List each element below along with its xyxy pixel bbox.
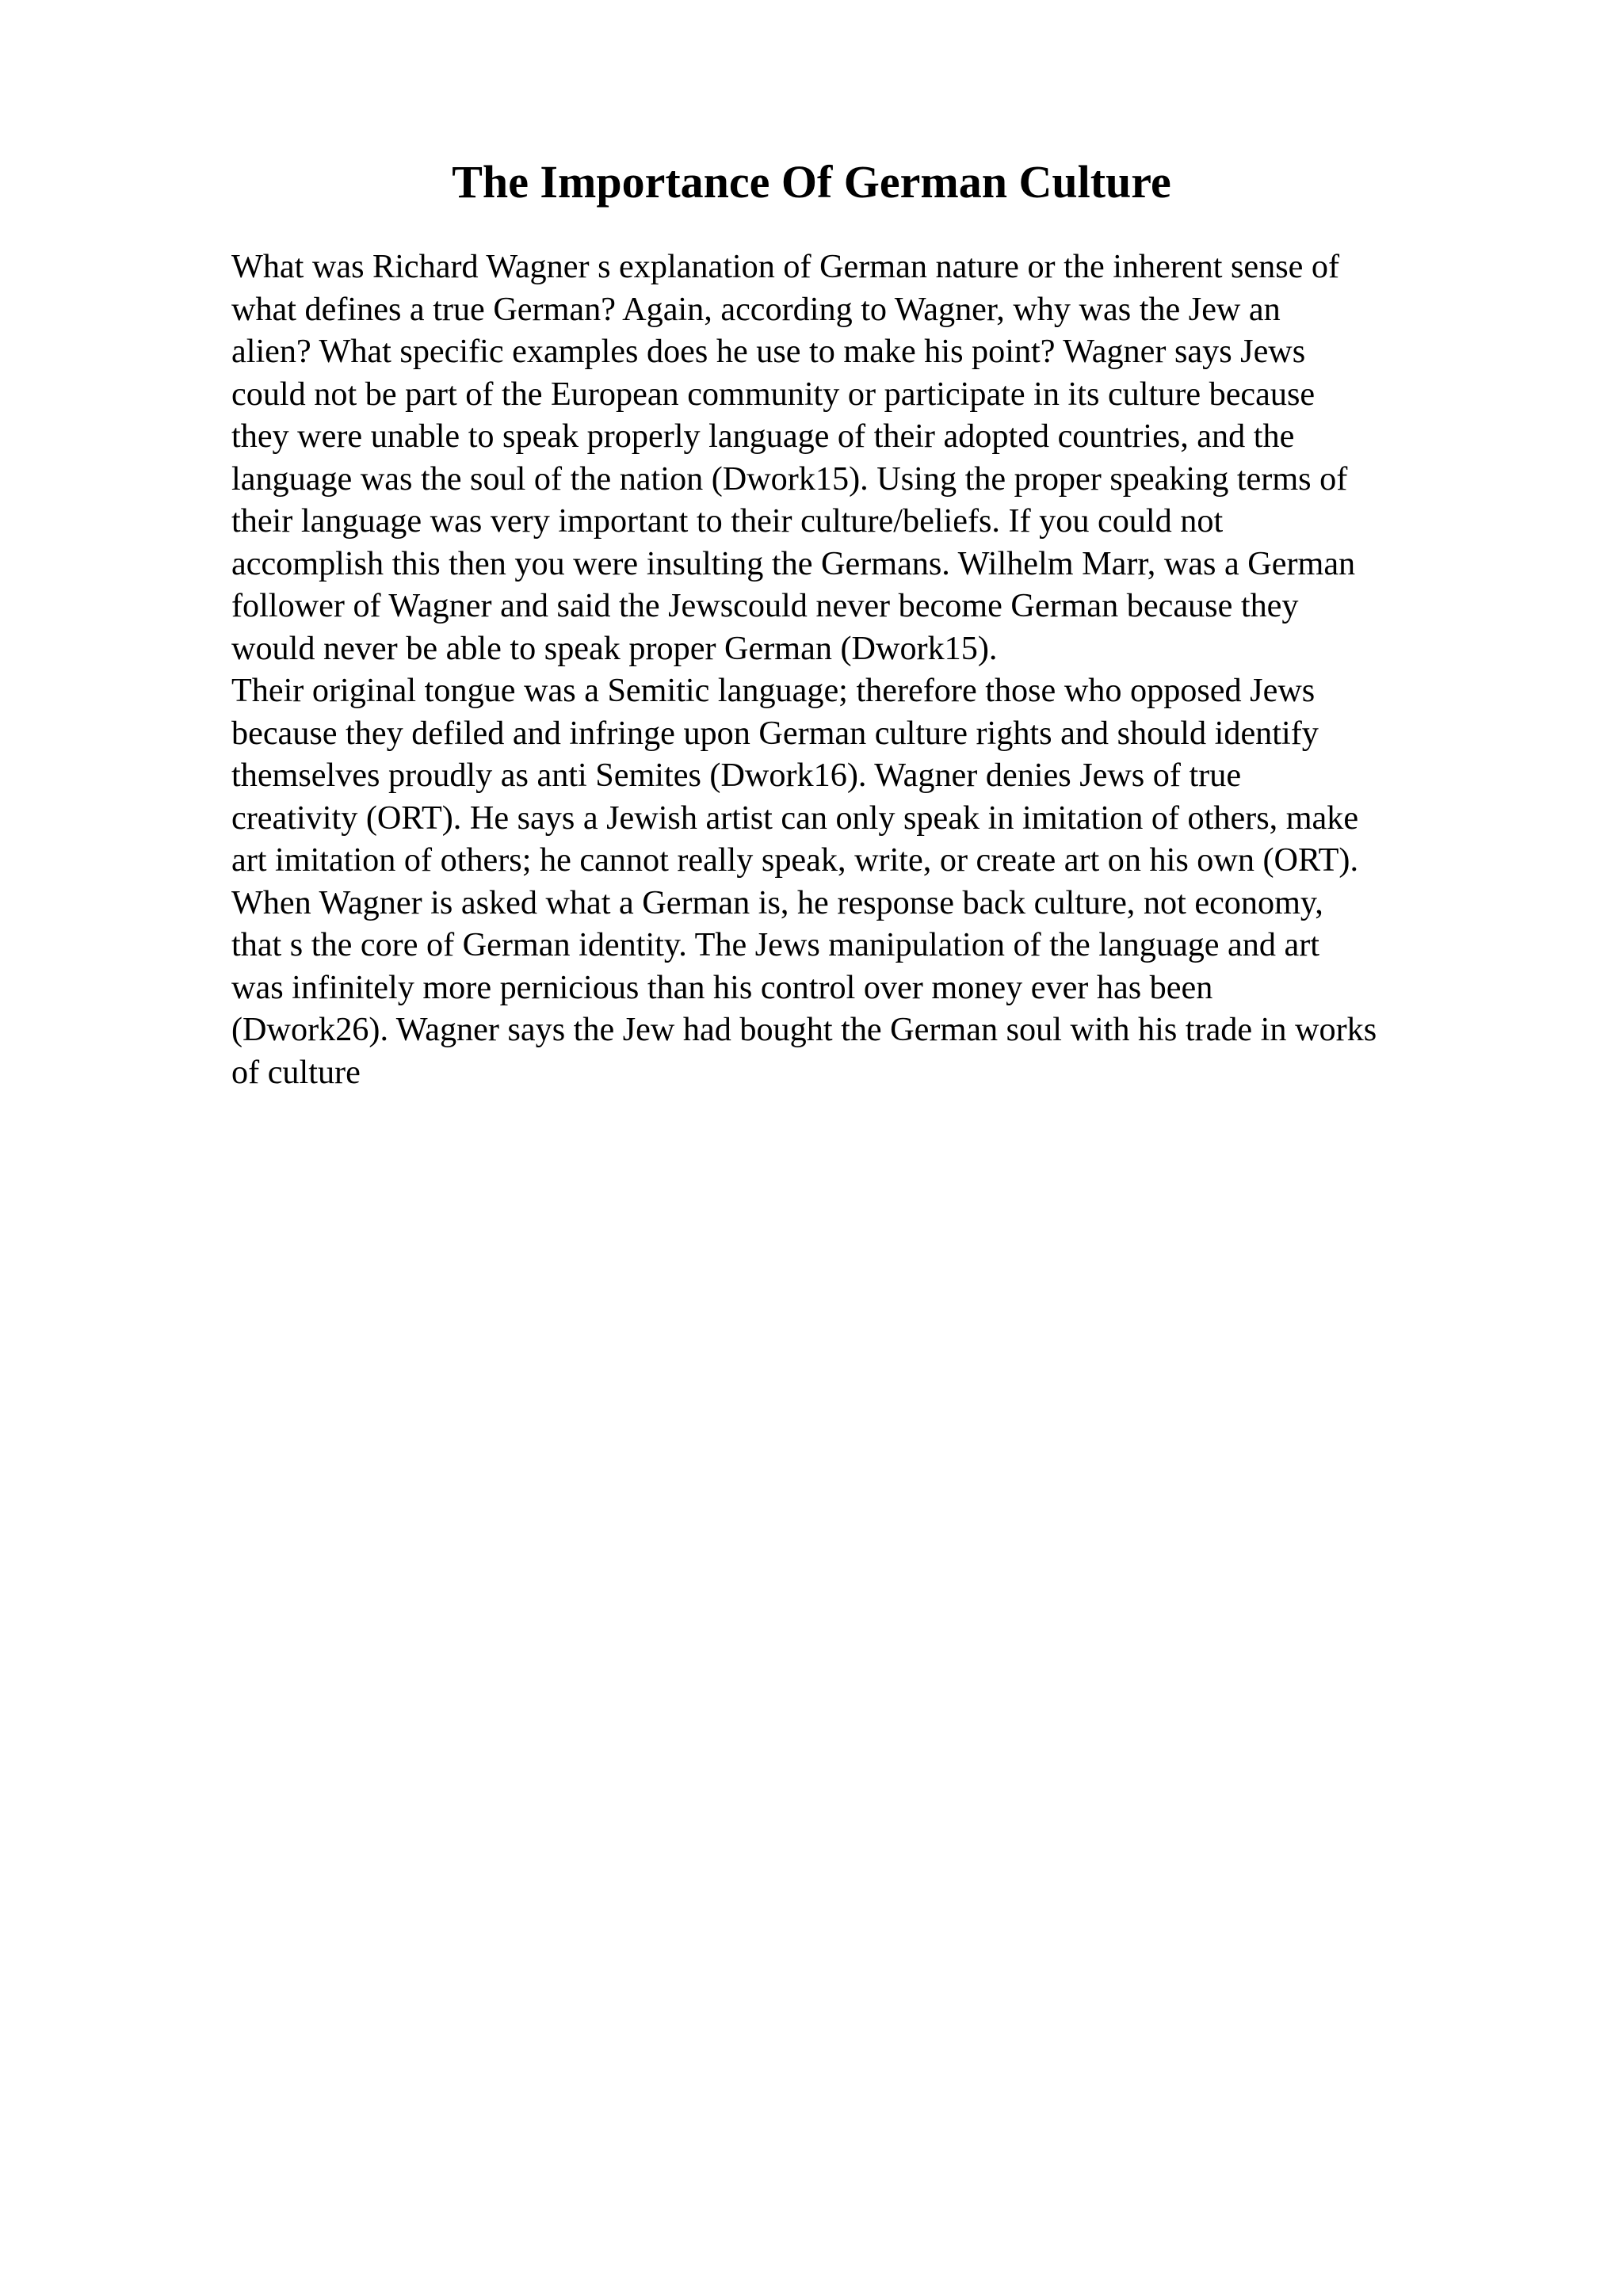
- body-line: could not be part of the European community or participate in its culture because: [231, 375, 1316, 413]
- body-line: What was Richard Wagner s explanation of German nature or the inherent sense of: [231, 248, 1340, 285]
- body-line: (Dwork26). Wagner says the Jew had bought the German soul with his trade in works: [231, 1011, 1377, 1048]
- body-line: their language was very important to their culture/beliefs. If you could not: [231, 502, 1224, 540]
- document-title-text: The Importance Of German Culture: [452, 156, 1171, 208]
- body-line: would never be able to speak proper German (Dwork15).: [231, 629, 998, 667]
- body-line: Their original tongue was a Semitic language; therefore those who opposed Jews: [231, 672, 1316, 709]
- body-line: themselves proudly as anti Semites (Dwork16). Wagner denies Jews of true: [231, 757, 1242, 794]
- body-line: When Wagner is asked what a German is, he response back culture, not economy,: [231, 883, 1323, 921]
- document-title: [0, 151, 1623, 214]
- body-line: they were unable to speak properly language of their adopted countries, and the: [231, 418, 1295, 455]
- body-line: follower of Wagner and said the Jewscould never become German because they: [231, 587, 1299, 624]
- document-body: [231, 246, 1499, 1093]
- body-line: was infinitely more pernicious than his control over money ever has been: [231, 968, 1213, 1006]
- body-line: language was the soul of the nation (Dwork15). Using the proper speaking terms of: [231, 460, 1348, 498]
- body-line: accomplish this then you were insulting the Germans. Wilhelm Marr, was a German: [231, 544, 1356, 582]
- body-line: because they defiled and infringe upon German culture rights and should identify: [231, 714, 1319, 752]
- body-line: art imitation of others; he cannot really speak, write, or create art on his own (ORT).: [231, 841, 1358, 879]
- body-line: of culture: [231, 1053, 361, 1091]
- body-line: what defines a true German? Again, according to Wagner, why was the Jew an: [231, 290, 1281, 328]
- body-line: alien? What specific examples does he use to make his point? Wagner says Jews: [231, 333, 1306, 370]
- body-line: that s the core of German identity. The Jews manipulation of the language and art: [231, 926, 1320, 963]
- body-line: creativity (ORT). He says a Jewish artist can only speak in imitation of others, make: [231, 799, 1359, 837]
